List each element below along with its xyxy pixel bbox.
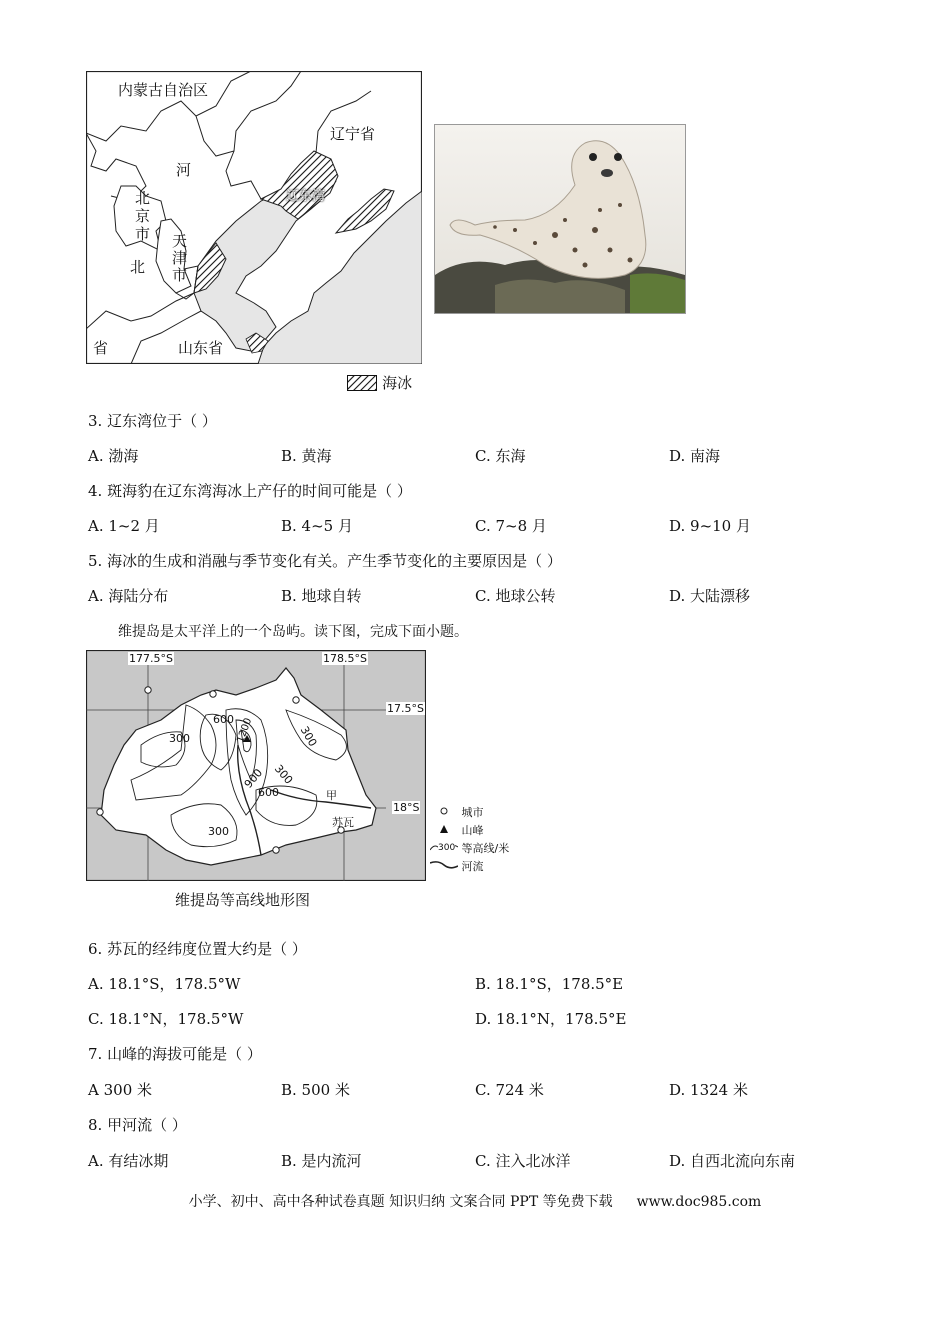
legend-contour-label: 等高线/米 xyxy=(461,842,510,855)
lat-label-18: 18°S xyxy=(393,801,420,814)
question-7-option-c[interactable]: C. 724 米 xyxy=(475,1081,544,1099)
question-5-option-c[interactable]: C. 地球公转 xyxy=(475,587,556,605)
footer-url[interactable]: www.doc985.com xyxy=(636,1194,762,1210)
hatch-swatch-icon xyxy=(347,375,377,391)
legend-river-label: 河流 xyxy=(461,860,484,873)
contour-label-600a: 600 xyxy=(213,713,234,726)
question-5-option-b[interactable]: B. 地球自转 xyxy=(281,587,362,605)
place-jia: 甲 xyxy=(326,789,337,802)
question-6-option-c[interactable]: C. 18.1°N，178.5°W xyxy=(88,1010,244,1028)
lon-label-1775: 177.5°S xyxy=(129,652,173,665)
contour-label-300a: 300 xyxy=(169,732,190,745)
question-8-option-d[interactable]: D. 自西北流向东南 xyxy=(669,1152,796,1170)
question-5-stem: 5. 海冰的生成和消融与季节变化有关。产生季节变化的主要原因是（ ） xyxy=(88,552,562,570)
page-footer xyxy=(0,1191,950,1211)
question-3-option-d[interactable]: D. 南海 xyxy=(669,447,721,465)
question-4-stem: 4. 斑海豹在辽东湾海冰上产仔的时间可能是（ ） xyxy=(88,482,412,500)
label-shandong: 山东省 xyxy=(178,339,224,357)
legend-peak xyxy=(430,822,509,840)
label-sheng: 省 xyxy=(93,339,109,357)
intro-text: 维提岛是太平洋上的一个岛屿。读下图，完成下面小题。 xyxy=(118,624,468,640)
viti-levu-legend xyxy=(430,804,509,876)
contour-label-1200: 1200 xyxy=(235,716,255,745)
question-4-option-a[interactable]: A. 1~2 月 xyxy=(88,517,160,535)
lon-label-1785: 178.5°S xyxy=(323,652,367,665)
question-4-option-b[interactable]: B. 4~5 月 xyxy=(281,517,353,535)
viti-levu-map-drawing xyxy=(86,650,426,881)
question-5-option-d[interactable]: D. 大陆漂移 xyxy=(669,587,751,605)
question-7-stem: 7. 山峰的海拔可能是（ ） xyxy=(88,1045,262,1063)
question-8-option-c[interactable]: C. 注入北冰洋 xyxy=(475,1152,571,1170)
seal-photo xyxy=(434,124,686,314)
legend-peak-label: 山峰 xyxy=(461,824,484,837)
question-4-option-d[interactable]: D. 9~10 月 xyxy=(669,517,751,535)
label-bei: 北 xyxy=(130,258,146,276)
contour-label-600b: 600 xyxy=(258,786,279,799)
legend-river xyxy=(430,858,509,876)
sea-ice-legend-label: 海冰 xyxy=(382,374,413,392)
question-4-option-c[interactable]: C. 7~8 月 xyxy=(475,517,547,535)
question-6-option-d[interactable]: D. 18.1°N，178.5°E xyxy=(475,1010,627,1028)
label-he: 河 xyxy=(176,161,192,179)
question-6-option-a[interactable]: A. 18.1°S，178.5°W xyxy=(88,975,241,993)
label-liaoning: 辽宁省 xyxy=(330,125,376,143)
footer-text: 小学、初中、高中各种试卷真题 知识归纳 文案合同 PPT 等免费下载 xyxy=(188,1194,613,1210)
question-8-option-a[interactable]: A. 有结冰期 xyxy=(88,1152,169,1170)
question-3-stem: 3. 辽东湾位于（ ） xyxy=(88,412,217,430)
label-liaodong-bay: 辽东湾 xyxy=(286,189,326,204)
seal-icon xyxy=(435,125,685,313)
map2-caption: 维提岛等高线地形图 xyxy=(175,891,311,909)
question-8-option-b[interactable]: B. 是内流河 xyxy=(281,1152,362,1170)
label-inner-mongolia: 内蒙古自治区 xyxy=(118,81,209,99)
sea-ice-legend xyxy=(347,372,412,393)
legend-city xyxy=(430,804,509,822)
contour-label-900: 900 xyxy=(241,766,266,791)
peak-legend-icon xyxy=(430,824,458,834)
question-3-option-b[interactable]: B. 黄海 xyxy=(281,447,332,465)
river-legend-icon xyxy=(430,860,458,870)
contour-label-300b: 300 xyxy=(297,724,320,749)
city-icon xyxy=(430,806,458,816)
bohai-map xyxy=(86,71,422,364)
contour-label-300d: 300 xyxy=(208,825,229,838)
question-6-option-b[interactable]: B. 18.1°S，178.5°E xyxy=(475,975,624,993)
lat-label-175: 17.5°S xyxy=(387,702,424,715)
question-6-stem: 6. 苏瓦的经纬度位置大约是（ ） xyxy=(88,940,307,958)
question-3-option-a[interactable]: A. 渤海 xyxy=(88,447,139,465)
question-5-option-a[interactable]: A. 海陆分布 xyxy=(88,587,169,605)
legend-city-label: 城市 xyxy=(461,806,484,819)
viti-levu-map xyxy=(86,650,426,881)
question-7-option-d[interactable]: D. 1324 米 xyxy=(669,1081,748,1099)
contour-label-300c: 300 xyxy=(271,762,296,787)
place-suwa: 苏瓦 xyxy=(332,816,354,829)
legend-contour xyxy=(430,840,509,858)
label-beijing: 北京市 xyxy=(135,189,151,243)
label-tianjin: 天津市 xyxy=(172,232,188,284)
question-7-option-a[interactable]: A 300 米 xyxy=(88,1081,152,1099)
question-3-option-c[interactable]: C. 东海 xyxy=(475,447,526,465)
question-7-option-b[interactable]: B. 500 米 xyxy=(281,1081,350,1099)
question-8-stem: 8. 甲河流（ ） xyxy=(88,1116,187,1134)
legend-contour-num: 300 xyxy=(438,839,455,857)
